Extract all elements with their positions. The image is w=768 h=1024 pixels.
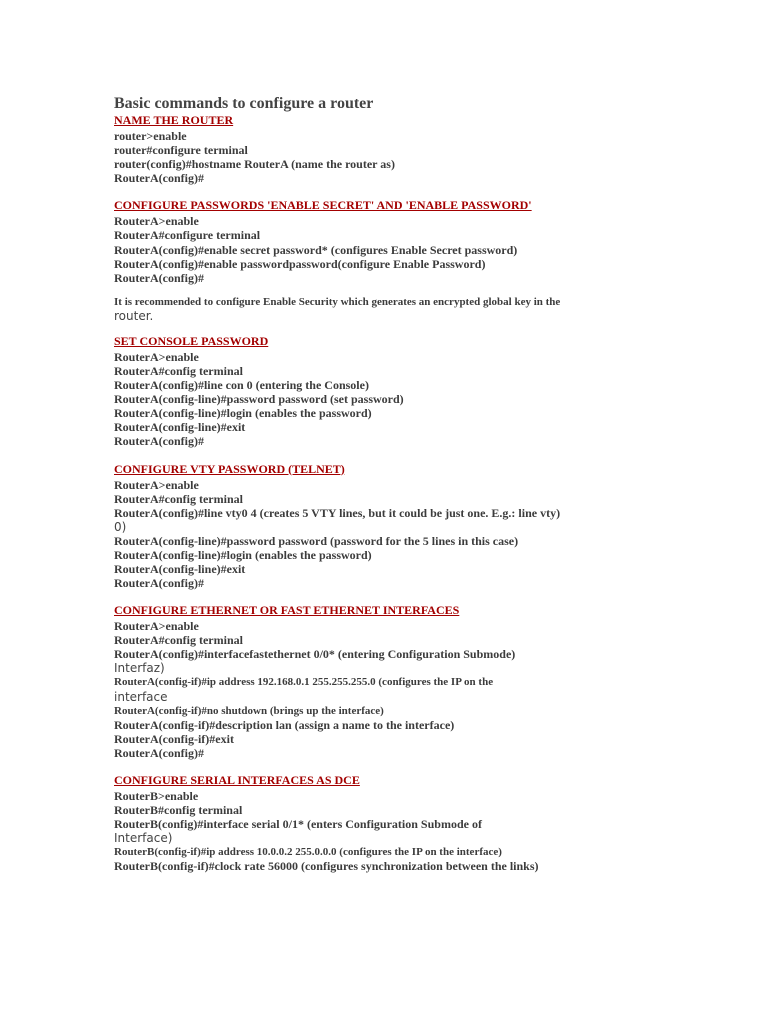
section-heading: CONFIGURE PASSWORDS 'ENABLE SECRET' AND 'ENABLE PASSWORD': [114, 198, 532, 213]
command-line-continuation: 0): [114, 519, 127, 534]
command-line: RouterB(config-if)#clock rate 56000 (configures synchronization between the links): [114, 859, 539, 874]
command-line: RouterA(config-if)#description lan (assign a name to the interface): [114, 717, 455, 732]
command-line: RouterA(config-line)#exit: [114, 420, 246, 435]
command-line: RouterA(config-if)#ip address 192.168.0.1 255.255.255.0 (configures the IP on the: [114, 676, 494, 689]
recommendation-note-tail: router.: [114, 308, 154, 323]
section-heading: NAME THE ROUTER: [114, 113, 234, 127]
command-line: RouterA#configure terminal: [114, 228, 261, 243]
command-line: RouterA#config terminal: [114, 633, 243, 648]
command-line-continuation: Interfaz): [114, 661, 165, 676]
section-configure-serial: [114, 774, 734, 873]
command-line: RouterA#config terminal: [114, 491, 243, 506]
recommendation-note: It is recommended to configure Enable Security which generates an encrypted global key in the: [114, 295, 561, 308]
command-line: RouterA(config)#: [114, 434, 204, 449]
command-line: RouterA>enable: [114, 214, 199, 229]
section-heading: SET CONSOLE PASSWORD: [114, 333, 269, 348]
command-line: router>enable: [114, 129, 187, 143]
command-line: RouterA(config-if)#exit: [114, 731, 234, 746]
command-line-continuation: interface: [114, 689, 168, 704]
section-configure-passwords: [114, 199, 734, 322]
command-line: RouterB>enable: [114, 788, 199, 803]
command-line: router#configure terminal: [114, 143, 248, 158]
command-line: RouterB#config terminal: [114, 803, 243, 817]
command-line: RouterA(config)#line vty0 4 (creates 5 VTY lines, but it could be just one. E.g.: line vty): [114, 505, 561, 520]
command-line: RouterA(config)#line con 0 (entering the Console): [114, 378, 369, 393]
section-name-router: [114, 114, 734, 185]
command-line: RouterA(config)#enable passwordpassword(configure Enable Password): [114, 256, 486, 271]
command-line: RouterA(config-line)#exit: [114, 561, 246, 576]
command-line: RouterB(config-if)#ip address 10.0.0.2 255.0.0.0 (configures the IP on the interface): [114, 846, 502, 859]
document-body: [114, 95, 734, 873]
command-line: RouterA(config)#interfacefastethernet 0/0* (entering Configuration Submode): [114, 647, 516, 662]
command-line: RouterB(config)#interface serial 0/1* (enters Configuration Submode of: [114, 817, 482, 832]
section-heading: CONFIGURE ETHERNET OR FAST ETHERNET INTERFACES: [114, 603, 460, 618]
command-line: RouterA>enable: [114, 619, 199, 634]
command-line: RouterA(config)#: [114, 171, 204, 186]
section-configure-vty-password: [114, 463, 734, 591]
document-title: Basic commands to configure a router: [114, 95, 374, 112]
command-line: RouterA(config)#: [114, 270, 204, 285]
section-set-console-password: [114, 335, 734, 449]
command-line: RouterA(config-line)#password password (password for the 5 lines in this case): [114, 533, 519, 548]
command-line: RouterA#config terminal: [114, 363, 243, 378]
command-line: RouterA(config)#: [114, 576, 204, 591]
command-line: router(config)#hostname RouterA (name the router as): [114, 157, 395, 172]
command-line: RouterA>enable: [114, 349, 199, 364]
command-line: RouterA(config-if)#no shutdown (brings up the interface): [114, 704, 384, 717]
section-configure-ethernet: [114, 604, 734, 760]
command-line: RouterA>enable: [114, 477, 199, 492]
command-line-continuation: Interface): [114, 831, 173, 846]
section-heading: CONFIGURE VTY PASSWORD (TELNET): [114, 461, 345, 476]
command-line: RouterA(config)#enable secret password* (configures Enable Secret password): [114, 242, 518, 257]
command-line: RouterA(config)#: [114, 745, 204, 760]
command-line: RouterA(config-line)#password password (set password): [114, 392, 404, 407]
command-line: RouterA(config-line)#login (enables the password): [114, 547, 372, 562]
section-heading: CONFIGURE SERIAL INTERFACES AS DCE: [114, 772, 360, 787]
command-line: RouterA(config-line)#login (enables the password): [114, 406, 372, 421]
